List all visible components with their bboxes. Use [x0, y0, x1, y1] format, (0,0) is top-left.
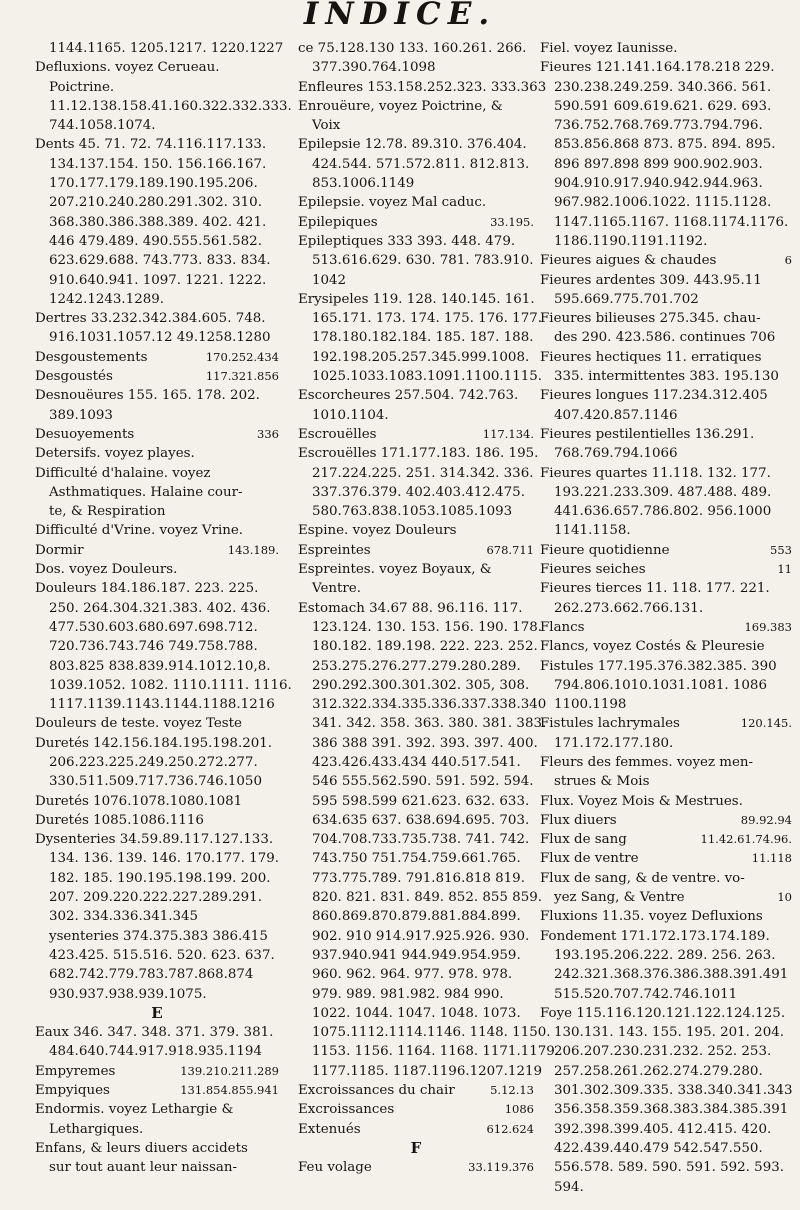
index-entry: 910.640.941. 1097. 1221. 1222. [49, 272, 267, 288]
index-entry: 580.763.838.1053.1085.1093 [312, 504, 513, 520]
index-entry: Fluxions 11.35. voyez Defluxions [540, 909, 763, 925]
index-entry: 206.207.230.231.232. 252. 253. [554, 1044, 772, 1060]
entry-page-numbers: 139.210.211.289 [180, 1063, 279, 1078]
entry-page-numbers: 120.145. [740, 716, 792, 731]
index-entry: Duretés 1085.1086.1116 [35, 812, 204, 828]
index-entry: 634.635 637. 638.694.695. 703. [312, 812, 530, 828]
entry-page-numbers: 170.252.434 [205, 349, 279, 364]
index-entry: 171.172.177.180. [554, 735, 674, 751]
index-entry: 230.238.249.259. 340.366. 561. [554, 79, 772, 95]
index-entry: 930.937.938.939.1075. [49, 986, 207, 1002]
index-entry: 1117.1139.1143.1144.1188.1216 [49, 697, 275, 713]
index-entry: Flux. Voyez Mois & Mestrues. [540, 793, 743, 809]
entry-term: Excroissances [298, 1102, 395, 1118]
index-entry: Dertres 33.232.342.384.605. 748. [35, 311, 266, 327]
index-entry: 123.124. 130. 153. 156. 190. 178. [312, 619, 542, 635]
index-entry: 193.221.233.309. 487.488. 489. [554, 484, 772, 500]
index-entry: 484.640.744.917.918.935.1194 [49, 1044, 262, 1060]
index-entry: 477.530.603.680.697.698.712. [49, 619, 258, 635]
index-entry: 916.1031.1057.12 49.1258.1280 [49, 330, 271, 346]
index-entry: 330.511.509.717.736.746.1050 [49, 774, 262, 790]
index-entry: Voix [312, 118, 341, 134]
index-entry: 386 388 391. 392. 393. 397. 400. [312, 735, 538, 751]
index-entry: 257.258.261.262.274.279.280. [554, 1063, 763, 1079]
index-entry: Epilepsie. voyez Mal caduc. [298, 195, 487, 211]
entry-page-numbers: 612.624 [486, 1121, 534, 1136]
entry-page-numbers: 6 [784, 253, 792, 268]
entry-term: Flancs [540, 619, 585, 635]
index-entry: 967.982.1006.1022. 1115.1128. [554, 195, 772, 211]
entry-term: Flux de sang [540, 832, 627, 848]
index-entry [298, 425, 534, 444]
entry-term: yez Sang, & Ventre [554, 890, 685, 906]
index-entry: Escrouëlles 171.177.183. 186. 195. [298, 446, 539, 462]
index-entry: ysenteries 374.375.383 386.415 [49, 928, 268, 944]
index-entry: 960. 962. 964. 977. 978. 978. [312, 967, 513, 983]
index-entry [540, 830, 792, 849]
index-entry: 546 555.562.590. 591. 592. 594. [312, 774, 534, 790]
index-entry: 302. 334.336.341.345 [49, 909, 199, 925]
index-entry: Dysenteries 34.59.89.117.127.133. [35, 832, 274, 848]
index-entry: Fieures quartes 11.118. 132. 177. [540, 465, 771, 481]
index-entry: 253.275.276.277.279.280.289. [312, 658, 521, 674]
index-entry [298, 541, 534, 560]
index-entry: ce 75.128.130 133. 160.261. 266. [298, 41, 527, 56]
index-entry: 853.1006.1149 [312, 176, 415, 192]
index-entry [540, 560, 792, 579]
index-entry: Fieures hectiques 11. erratiques [540, 349, 762, 365]
entry-page-numbers: 11.42.61.74.96. [700, 832, 792, 847]
index-entry: strues & Mois [554, 774, 650, 790]
index-entry: Espine. voyez Douleurs [298, 523, 457, 539]
index-entry [35, 425, 279, 444]
index-entry [298, 213, 534, 232]
index-entry: Defluxions. voyez Cerueau. [35, 60, 220, 76]
entry-term: Feu volage [298, 1160, 372, 1176]
index-entry: 130.131. 143. 155. 195. 201. 204. [554, 1025, 784, 1041]
index-column-3 [540, 39, 792, 1197]
index-entry: 979. 989. 981.982. 984 990. [312, 986, 504, 1002]
index-entry: 803.825 838.839.914.1012.10,8. [49, 658, 271, 674]
index-entry: 1022. 1044. 1047. 1048. 1073. [312, 1005, 521, 1021]
index-entry: Desnouëures 155. 165. 178. 202. [35, 388, 260, 404]
entry-page-numbers: 1086 [504, 1102, 534, 1117]
index-entry: Escorcheures 257.504. 742.763. [298, 388, 519, 404]
index-column-1 [35, 39, 292, 1178]
index-entry: Fondement 171.172.173.174.189. [540, 928, 770, 944]
entry-term: Excroissances du chair [298, 1083, 455, 1099]
index-entry: Epileptiques 333 393. 448. 479. [298, 233, 516, 249]
index-entry: Enfans, & leurs diuers accidets [35, 1140, 248, 1156]
index-entry: 250. 264.304.321.383. 402. 436. [49, 600, 271, 616]
index-entry [540, 541, 792, 560]
index-entry: Fieures bilieuses 275.345. chau- [540, 311, 761, 327]
index-entry: 170.177.179.189.190.195.206. [49, 176, 258, 192]
index-entry [540, 849, 792, 868]
index-entry: 242.321.368.376.386.388.391.491 [554, 967, 789, 983]
index-entry [35, 1081, 279, 1100]
index-entry: 337.376.379. 402.403.412.475. [312, 484, 525, 500]
index-entry: 11.12.138.158.41.160.322.332.333. [49, 98, 292, 114]
entry-page-numbers: 33.195. [490, 214, 534, 229]
index-entry: Fieures ardentes 309. 443.95.11 [540, 272, 762, 288]
index-entry: 1039.1052. 1082. 1110.1111. 1116. [49, 677, 292, 693]
index-entry: Erysipeles 119. 128. 140.145. 161. [298, 291, 535, 307]
index-entry: 556.578. 589. 590. 591. 592. 593. [554, 1160, 784, 1176]
index-entry: 178.180.182.184. 185. 187. 188. [312, 330, 534, 346]
index-entry: 736.752.768.769.773.794.796. [554, 118, 763, 134]
index-entry: 377.390.764.1098 [312, 60, 436, 76]
index-entry: 1025.1033.1083.1091.1100.1115. [312, 369, 543, 385]
index-column-2 [298, 39, 560, 1178]
index-entry: 1147.1165.1167. 1168.1174.1176. [554, 214, 789, 230]
section-letter: E [151, 1003, 163, 1022]
entry-page-numbers: 169.383 [744, 619, 792, 634]
index-entry: 1186.1190.1191.1192. [554, 233, 708, 249]
index-entry: 902. 910 914.917.925.926. 930. [312, 928, 530, 944]
entry-page-numbers: 89.92.94 [740, 812, 792, 827]
entry-term: Extenués [298, 1121, 361, 1137]
index-entry: 392.398.399.405. 412.415. 420. [554, 1121, 772, 1137]
index-entry: 1075.1112.1114.1146. 1148. 1150. [312, 1025, 551, 1041]
index-entry: Duretés 1076.1078.1080.1081 [35, 793, 243, 809]
index-entry: Difficulté d'Vrine. voyez Vrine. [35, 523, 244, 539]
entry-term: Dormir [35, 542, 84, 558]
index-entry: 422.439.440.479 542.547.550. [554, 1140, 763, 1156]
index-entry: te, & Respiration [49, 504, 166, 520]
index-entry: 794.806.1010.1031.1081. 1086 [554, 677, 767, 693]
index-entry: Dents 45. 71. 72. 74.116.117.133. [35, 137, 267, 153]
index-entry: 896 897.898 899 900.902.903. [554, 156, 763, 172]
index-entry [35, 541, 279, 560]
index-entry: 407.420.857.1146 [554, 407, 678, 423]
index-entry: 682.742.779.783.787.868.874 [49, 967, 254, 983]
index-entry: 623.629.688. 743.773. 833. 834. [49, 253, 271, 269]
index-entry: Fieures tierces 11. 118. 177. 221. [540, 581, 770, 597]
index-entry: 743.750 751.754.759.661.765. [312, 851, 521, 867]
entry-page-numbers: 11.118 [751, 851, 792, 866]
entry-term: Epilepiques [298, 214, 378, 230]
index-entry [540, 888, 792, 907]
entry-term: Fieures seiches [540, 562, 646, 578]
page-header-title: INDICE. [303, 0, 497, 32]
index-entry [540, 811, 792, 830]
index-entry [298, 1081, 534, 1100]
entry-term: Espreintes [298, 542, 371, 558]
index-entry: Flancs, voyez Costés & Pleuresie [540, 639, 765, 655]
index-entry: Enrouëure, voyez Poictrine, & [298, 98, 503, 114]
index-entry: 1042 [312, 272, 347, 288]
index-entry: Asthmatiques. Halaine cour- [49, 484, 243, 500]
index-entry: Fiel. voyez Iaunisse. [540, 41, 678, 56]
entry-page-numbers: 11 [777, 562, 792, 577]
index-entry: 595.669.775.701.702 [554, 291, 699, 307]
index-entry: 262.273.662.766.131. [554, 600, 704, 616]
index-entry: 937.940.941 944.949.954.959. [312, 947, 521, 963]
entry-term: Flux de ventre [540, 851, 639, 867]
index-entry: 768.769.794.1066 [554, 446, 678, 462]
entry-page-numbers: 678.711 [486, 542, 534, 557]
index-entry: 207. 209.220.222.227.289.291. [49, 890, 262, 906]
entry-page-numbers: 117.134. [482, 426, 534, 441]
index-entry: 744.1058.1074. [49, 118, 156, 134]
index-entry [298, 1120, 534, 1139]
index-entry: 515.520.707.742.746.1011 [554, 986, 738, 1002]
index-entry: 389.1093 [49, 407, 113, 423]
index-entry: Dos. voyez Douleurs. [35, 562, 178, 578]
index-entry: 193.195.206.222. 289. 256. 263. [554, 947, 776, 963]
index-entry: 1242.1243.1289. [49, 291, 165, 307]
index-entry: 134.137.154. 150. 156.166.167. [49, 156, 267, 172]
index-entry: Fieures 121.141.164.178.218 229. [540, 60, 775, 76]
index-entry: 356.358.359.368.383.384.385.391 [554, 1102, 789, 1118]
index-entry: 192.198.205.257.345.999.1008. [312, 349, 530, 365]
index-entry: 904.910.917.940.942.944.963. [554, 176, 763, 192]
index-entry: 180.182. 189.198. 222. 223. 252. [312, 639, 538, 655]
index-entry: 1010.1104. [312, 407, 389, 423]
index-entry: Endormis. voyez Lethargie & [35, 1102, 234, 1118]
index-entry: Fistules 177.195.376.382.385. 390 [540, 658, 777, 674]
index-entry: des 290. 423.586. continues 706 [554, 330, 776, 346]
index-entry: 704.708.733.735.738. 741. 742. [312, 832, 530, 848]
index-entry [540, 618, 792, 637]
index-entry: 207.210.240.280.291.302. 310. [49, 195, 262, 211]
entry-term: Fistules lachrymales [540, 716, 680, 732]
index-entry [298, 1158, 534, 1177]
index-entry: 1177.1185. 1187.1196.1207.1219 [312, 1063, 543, 1079]
entry-page-numbers: 143.189. [227, 542, 279, 557]
index-entry: Lethargiques. [49, 1121, 144, 1137]
index-entry: Fleurs des femmes. voyez men- [540, 754, 754, 770]
index-entry: sur tout auant leur naissan- [49, 1160, 237, 1176]
index-entry: 341. 342. 358. 363. 380. 381. 383. [312, 716, 547, 732]
entry-term: Empyiques [35, 1083, 110, 1099]
index-entry: Flux de sang, & de ventre. vo- [540, 870, 745, 886]
index-entry: 594. [554, 1179, 584, 1195]
index-entry [35, 348, 279, 367]
entry-term: Flux diuers [540, 812, 617, 828]
index-entry: Douleurs 184.186.187. 223. 225. [35, 581, 259, 597]
index-entry: 424.544. 571.572.811. 812.813. [312, 156, 530, 172]
index-entry: 206.223.225.249.250.272.277. [49, 754, 258, 770]
index-entry [298, 1100, 534, 1119]
entry-term: Desgoustements [35, 349, 148, 365]
index-entry: 423.426.433.434 440.517.541. [312, 754, 521, 770]
entry-page-numbers: 553 [770, 542, 792, 557]
index-entry: 446 479.489. 490.555.561.582. [49, 233, 262, 249]
index-entry: 1144.1165. 1205.1217. 1220.1227 [49, 41, 284, 56]
index-entry: 595 598.599 621.623. 632. 633. [312, 793, 530, 809]
index-entry [35, 367, 279, 386]
index-entry: 820. 821. 831. 849. 852. 855 859. [312, 890, 542, 906]
index-entry: Foye 115.116.120.121.122.124.125. [540, 1005, 786, 1021]
index-entry [540, 714, 792, 733]
index-entry: 860.869.870.879.881.884.899. [312, 909, 521, 925]
index-entry: Ventre. [312, 581, 361, 597]
index-entry: 301.302.309.335. 338.340.341.343 [554, 1083, 793, 1099]
entry-page-numbers: 131.854.855.941 [180, 1083, 279, 1098]
index-entry [540, 251, 792, 270]
index-entry: Enfleures 153.158.252.323. 333.363 [298, 79, 547, 95]
entry-term: Escrouëlles [298, 426, 377, 442]
index-entry: Estomach 34.67 88. 96.116. 117. [298, 600, 523, 616]
index-entry: 1153. 1156. 1164. 1168. 1171.1179. [312, 1044, 560, 1060]
index-entry: 423.425. 515.516. 520. 623. 637. [49, 947, 275, 963]
index-entry [35, 1062, 279, 1081]
entry-page-numbers: 10 [777, 890, 792, 905]
entry-page-numbers: 5.12.13 [490, 1083, 534, 1098]
index-entry: Duretés 142.156.184.195.198.201. [35, 735, 273, 751]
index-entry: 134. 136. 139. 146. 170.177. 179. [49, 851, 279, 867]
entry-term: Fieures aigues & chaudes [540, 253, 717, 269]
index-entry: 217.224.225. 251. 314.342. 336. [312, 465, 534, 481]
section-letter: F [410, 1138, 422, 1157]
index-entry: 1100.1198 [554, 697, 627, 713]
index-entry: Detersifs. voyez playes. [35, 446, 195, 462]
index-entry: 368.380.386.388.389. 402. 421. [49, 214, 267, 230]
entry-term: Desgoustés [35, 369, 113, 385]
entry-page-numbers: 33.119.376 [468, 1160, 534, 1175]
index-entry: 720.736.743.746 749.758.788. [49, 639, 258, 655]
entry-term: Desuoyements [35, 426, 135, 442]
index-entry: Difficulté d'halaine. voyez [35, 465, 211, 481]
index-entry: Fieures pestilentielles 136.291. [540, 426, 755, 442]
index-entry: Poictrine. [49, 79, 115, 95]
index-entry: Fieures longues 117.234.312.405 [540, 388, 768, 404]
index-entry: 182. 185. 190.195.198.199. 200. [49, 870, 271, 886]
entry-page-numbers: 117.321.856 [205, 369, 279, 384]
index-entry: 441.636.657.786.802. 956.1000 [554, 504, 772, 520]
index-entry: 513.616.629. 630. 781. 783.910. [312, 253, 534, 269]
entry-page-numbers: 336 [257, 426, 279, 441]
index-entry: 853.856.868 873. 875. 894. 895. [554, 137, 776, 153]
index-entry: 290.292.300.301.302. 305, 308. [312, 677, 530, 693]
index-entry: Epilepsie 12.78. 89.310. 376.404. [298, 137, 527, 153]
entry-term: Fieure quotidienne [540, 542, 670, 558]
index-entry: 773.775.789. 791.816.818 819. [312, 870, 525, 886]
index-entry: 312.322.334.335.336.337.338.340 [312, 697, 547, 713]
index-entry: Espreintes. voyez Boyaux, & [298, 562, 492, 578]
index-entry: 1141.1158. [554, 523, 631, 539]
index-entry: Douleurs de teste. voyez Teste [35, 716, 242, 732]
index-entry: 165.171. 173. 174. 175. 176. 177. [312, 311, 542, 327]
index-entry: 590.591 609.619.621. 629. 693. [554, 98, 772, 114]
entry-term: Empyremes [35, 1063, 116, 1079]
index-entry: Eaux 346. 347. 348. 371. 379. 381. [35, 1025, 274, 1041]
index-entry: 335. intermittentes 383. 195.130 [554, 369, 779, 385]
